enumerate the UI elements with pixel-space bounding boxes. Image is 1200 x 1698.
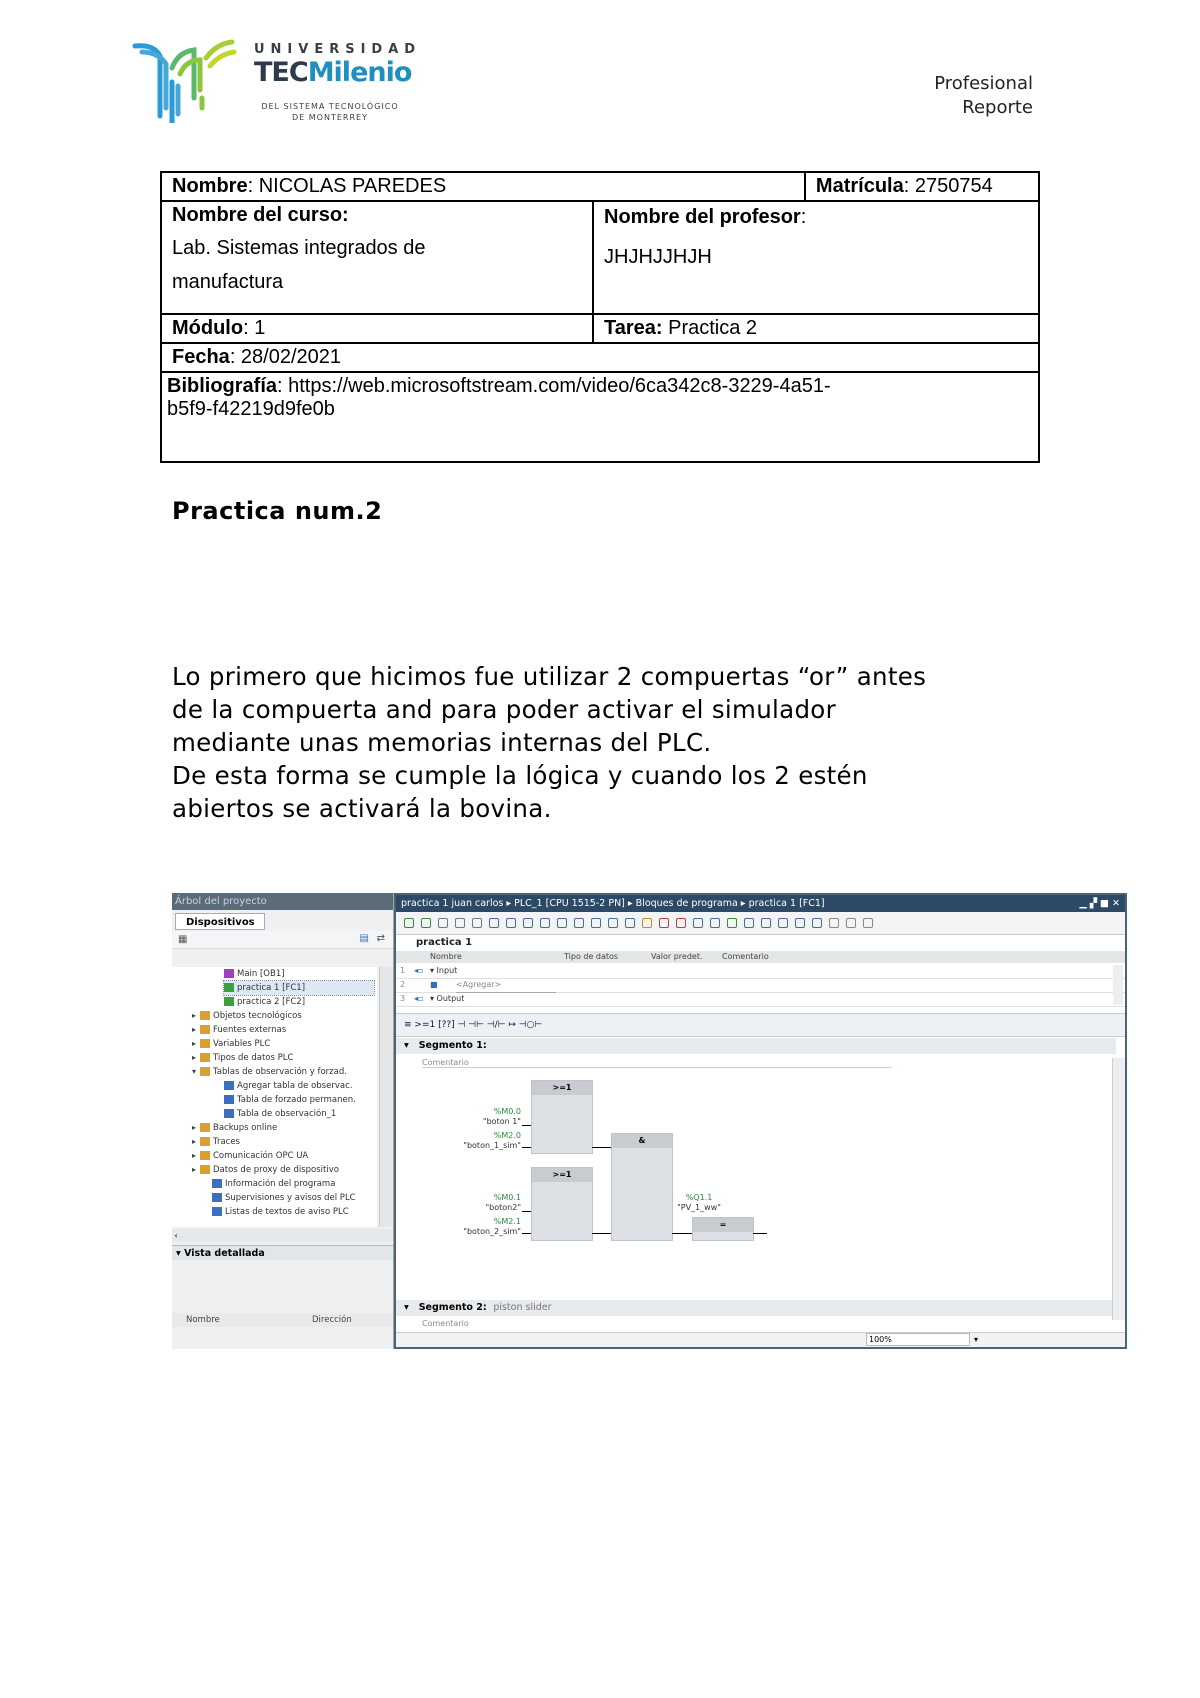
segment-1-comment[interactable]: Comentario bbox=[422, 1058, 892, 1068]
toolbar-tool-icon[interactable] bbox=[761, 918, 771, 928]
editor-breadcrumb: practica 1 juan carlos ▸ PLC_1 [CPU 1515-2 PN] ▸ Bloques de programa ▸ practica 1 [FC1] ▁ ▞ ■ ✕ bbox=[396, 895, 1125, 912]
toolbar-tool-icon[interactable] bbox=[829, 918, 839, 928]
segment-2-comment[interactable]: Comentario bbox=[422, 1319, 469, 1328]
toolbar-tool-icon[interactable] bbox=[710, 918, 720, 928]
segment-2-header[interactable]: ▾ Segmento 2: piston slider bbox=[396, 1300, 1116, 1316]
detail-view-columns: Nombre Dirección bbox=[172, 1313, 393, 1327]
toolbar-tool-icon[interactable] bbox=[659, 918, 669, 928]
output-name: "PV_1_ww" bbox=[677, 1203, 721, 1212]
curso-cell: Nombre del curso: Lab. Sistemas integrados de manufactura bbox=[161, 201, 593, 314]
header-right bbox=[934, 72, 1033, 120]
tree-item[interactable] bbox=[224, 1107, 336, 1121]
detail-view-header[interactable]: ▾ Vista detallada bbox=[172, 1245, 393, 1260]
profesor-cell: Nombre del profesor: JHJHJJHJH bbox=[593, 201, 1039, 314]
assignment-coil[interactable]: = bbox=[692, 1217, 754, 1241]
tree-item-label: Supervisiones y avisos del PLC bbox=[225, 1193, 356, 1203]
folder-icon bbox=[200, 1067, 210, 1076]
tree-item[interactable] bbox=[192, 1149, 308, 1163]
toolbar-tool-icon[interactable] bbox=[642, 918, 652, 928]
or-gate-1[interactable]: >=1 bbox=[531, 1080, 593, 1154]
tree-item-label: Listas de textos de aviso PLC bbox=[225, 1207, 349, 1217]
editor-scrollbar[interactable] bbox=[1112, 1058, 1125, 1320]
tree-item-label: Información del programa bbox=[225, 1179, 336, 1189]
logo-subtitle: DEL SISTEMA TECNOLÓGICO DE MONTERREY bbox=[261, 102, 399, 122]
folder-icon bbox=[200, 1011, 210, 1020]
header-profesional: Profesional bbox=[934, 73, 1033, 94]
input-4-address: %M2.1 bbox=[493, 1217, 521, 1226]
tree-item[interactable] bbox=[224, 967, 285, 981]
tree-item-label: Tabla de forzado permanen. bbox=[237, 1095, 356, 1105]
project-tree bbox=[172, 967, 377, 1227]
toolbar-tool-icon[interactable] bbox=[608, 918, 618, 928]
input-2-address: %M2.0 bbox=[493, 1131, 521, 1140]
interface-row-output[interactable]: 3 ◂▫ ▾ Output bbox=[396, 992, 1125, 1007]
tree-item-label: Backups online bbox=[213, 1123, 278, 1133]
modulo-cell: Módulo: 1 bbox=[161, 314, 593, 343]
toolbar-tool-icon[interactable] bbox=[404, 918, 414, 928]
toolbar-tool-icon[interactable] bbox=[438, 918, 448, 928]
chevron-right-icon[interactable]: ▸ bbox=[192, 1039, 197, 1048]
toolbar-tool-icon[interactable] bbox=[744, 918, 754, 928]
interface-row-add[interactable]: 2 ■ <Agregar> bbox=[396, 978, 1125, 993]
folder-icon bbox=[200, 1123, 210, 1132]
toolbar-tool-icon[interactable] bbox=[625, 918, 635, 928]
tarea-cell: Tarea: Practica 2 bbox=[593, 314, 1039, 343]
tree-view-icon[interactable]: ▦ bbox=[178, 934, 188, 945]
logo-brand: TECMilenio bbox=[254, 57, 412, 88]
bibliografia-link[interactable]: b5f9-f42219d9fe0b bbox=[167, 398, 335, 420]
folder-icon bbox=[224, 1095, 234, 1104]
tree-item[interactable] bbox=[192, 1163, 339, 1177]
student-info-table bbox=[160, 171, 1040, 463]
tree-item[interactable] bbox=[192, 1037, 270, 1051]
folder-icon bbox=[212, 1193, 222, 1202]
toolbar-tool-icon[interactable] bbox=[540, 918, 550, 928]
logo-mark-icon bbox=[132, 38, 242, 123]
input-4-name: "boton_2_sim" bbox=[463, 1227, 521, 1236]
toolbar-tool-icon[interactable] bbox=[421, 918, 431, 928]
tree-item[interactable] bbox=[192, 1051, 293, 1065]
tree-item[interactable] bbox=[212, 1191, 356, 1205]
output-address: %Q1.1 bbox=[685, 1193, 713, 1202]
toolbar-tool-icon[interactable] bbox=[846, 918, 856, 928]
toolbar-tool-icon[interactable] bbox=[693, 918, 703, 928]
toolbar-tool-icon[interactable] bbox=[523, 918, 533, 928]
folder-icon bbox=[200, 1025, 210, 1034]
toolbar-tool-icon[interactable] bbox=[489, 918, 499, 928]
toolbar-tool-icon[interactable] bbox=[591, 918, 601, 928]
tree-item-label: Tipos de datos PLC bbox=[213, 1053, 294, 1063]
toolbar-tool-icon[interactable] bbox=[676, 918, 686, 928]
tree-list-icon[interactable]: ▤ bbox=[359, 933, 369, 944]
folder-icon bbox=[200, 1137, 210, 1146]
chevron-right-icon[interactable]: ▸ bbox=[192, 1025, 197, 1034]
wire bbox=[522, 1211, 531, 1212]
tree-item-label: Tablas de observación y forzad. bbox=[213, 1067, 347, 1077]
wire bbox=[592, 1147, 611, 1148]
segment-1-header[interactable]: ▾ Segmento 1: bbox=[396, 1038, 1116, 1054]
matricula-cell: Matrícula: 2750754 bbox=[805, 172, 1039, 201]
tree-item-label: practica 2 [FC2] bbox=[237, 997, 306, 1007]
editor-statusbar bbox=[396, 1332, 1125, 1347]
input-1-name: "boton 1" bbox=[482, 1117, 521, 1126]
input-2-name: "boton_1_sim" bbox=[463, 1141, 521, 1150]
toolbar-tool-icon[interactable] bbox=[472, 918, 482, 928]
tree-item[interactable] bbox=[224, 995, 305, 1009]
folder-icon bbox=[200, 1151, 210, 1160]
tree-item[interactable] bbox=[192, 1023, 286, 1037]
chevron-down-icon[interactable]: ▾ bbox=[974, 1335, 979, 1344]
folder-icon bbox=[212, 1179, 222, 1188]
header-reporte: Reporte bbox=[962, 97, 1033, 118]
section-title: Practica num.2 bbox=[172, 497, 383, 525]
toolbar-tool-icon[interactable] bbox=[455, 918, 465, 928]
chevron-right-icon[interactable]: ▸ bbox=[192, 1011, 197, 1020]
toolbar-tool-icon[interactable] bbox=[557, 918, 567, 928]
tia-portal-screenshot bbox=[172, 893, 1127, 1349]
interface-row-input[interactable]: 1 ◂▫ ▾ Input bbox=[396, 964, 1125, 979]
editor-toolbar bbox=[396, 912, 1125, 935]
tree-item-label: Objetos tecnológicos bbox=[213, 1011, 302, 1021]
wire bbox=[672, 1233, 692, 1234]
tree-item-label: Tabla de observación_1 bbox=[237, 1109, 337, 1119]
tree-item[interactable] bbox=[192, 1121, 277, 1135]
description-paragraph: Lo primero que hicimos fue utilizar 2 compuertas “or” antes de la compuerta and para poder activar el simulador mediante unas memorias internas del PLC. De esta forma se cumple la lógica y cuando los 2 estén abiertos se activará la bovina. bbox=[172, 662, 927, 823]
nombre-cell: Nombre: NICOLAS PAREDES bbox=[161, 172, 805, 201]
window-controls[interactable]: ▁ ▞ ■ ✕ bbox=[1079, 898, 1120, 909]
folder-icon bbox=[224, 997, 234, 1006]
zoom-select[interactable]: 100% bbox=[866, 1333, 970, 1346]
tree-item-label: Datos de proxy de dispositivo bbox=[213, 1165, 339, 1175]
wire bbox=[753, 1233, 767, 1234]
toolbar-tool-icon[interactable] bbox=[863, 918, 873, 928]
tree-item[interactable] bbox=[224, 981, 374, 995]
folder-icon bbox=[224, 969, 234, 978]
wire bbox=[522, 1233, 531, 1234]
tree-item[interactable] bbox=[212, 1177, 335, 1191]
tree-item-label: Variables PLC bbox=[213, 1039, 271, 1049]
folder-icon bbox=[224, 1081, 234, 1090]
block-title: practica 1 bbox=[416, 937, 473, 948]
project-tree-panel bbox=[172, 893, 395, 1349]
toolbar-tool-icon[interactable] bbox=[812, 918, 822, 928]
program-editor-panel bbox=[394, 893, 1127, 1349]
tree-item-label: Main [OB1] bbox=[237, 969, 285, 979]
university-logo bbox=[132, 38, 422, 128]
folder-icon bbox=[212, 1207, 222, 1216]
folder-icon bbox=[224, 1109, 234, 1118]
tree-toolbar bbox=[172, 931, 393, 949]
chevron-right-icon[interactable]: ▸ bbox=[192, 1053, 197, 1062]
tree-item[interactable] bbox=[212, 1205, 349, 1219]
tree-item-label: practica 1 [FC1] bbox=[237, 983, 306, 993]
folder-icon bbox=[200, 1039, 210, 1048]
toolbar-tool-icon[interactable] bbox=[574, 918, 584, 928]
tree-item-label: Comunicación OPC UA bbox=[213, 1151, 309, 1161]
tree-scrollbar[interactable] bbox=[379, 967, 393, 1227]
folder-icon bbox=[224, 983, 234, 992]
tree-hscrollbar[interactable]: ‹ bbox=[172, 1229, 393, 1242]
interface-scrollbar[interactable] bbox=[1113, 965, 1123, 1005]
folder-icon bbox=[200, 1165, 210, 1174]
tree-item-label: Fuentes externas bbox=[213, 1025, 287, 1035]
wire bbox=[522, 1125, 531, 1126]
chevron-right-icon[interactable]: ▸ bbox=[192, 1151, 197, 1160]
tree-item[interactable] bbox=[192, 1065, 347, 1079]
toolbar-tool-icon[interactable] bbox=[727, 918, 737, 928]
project-tree-title: Árbol del proyecto bbox=[172, 893, 393, 910]
chevron-right-icon[interactable]: ▸ bbox=[192, 1165, 197, 1174]
tree-item[interactable] bbox=[192, 1009, 302, 1023]
input-3-address: %M0.1 bbox=[493, 1193, 521, 1202]
folder-icon bbox=[200, 1053, 210, 1062]
ladder-toolbar[interactable]: ≡ >=1 [??] ⊣ ⊣⊢ ⊣/⊢ ↦ ⊣○⊢ bbox=[396, 1013, 1125, 1037]
input-1-address: %M0.0 bbox=[493, 1107, 521, 1116]
tree-item[interactable] bbox=[192, 1135, 240, 1149]
toolbar-tool-icon[interactable] bbox=[795, 918, 805, 928]
or-gate-2[interactable]: >=1 bbox=[531, 1167, 593, 1241]
fecha-cell: Fecha: 28/02/2021 bbox=[161, 343, 1039, 372]
interface-header: Nombre Tipo de datos Valor predet. Comentario bbox=[396, 951, 1125, 963]
chevron-right-icon[interactable]: ▸ bbox=[192, 1123, 197, 1132]
wire bbox=[592, 1233, 611, 1234]
wire bbox=[522, 1147, 531, 1148]
toolbar-tool-icon[interactable] bbox=[778, 918, 788, 928]
and-gate[interactable]: & bbox=[611, 1133, 673, 1241]
chevron-down-icon[interactable]: ▾ bbox=[192, 1067, 197, 1076]
logo-universidad: UNIVERSIDAD bbox=[254, 42, 422, 57]
tree-item[interactable] bbox=[224, 1079, 352, 1093]
input-3-name: "boton2" bbox=[485, 1203, 521, 1212]
tab-devices[interactable]: Dispositivos bbox=[175, 913, 265, 930]
toolbar-tool-icon[interactable] bbox=[506, 918, 516, 928]
tree-item[interactable] bbox=[224, 1093, 356, 1107]
chevron-right-icon[interactable]: ▸ bbox=[192, 1137, 197, 1146]
tree-item-label: Traces bbox=[213, 1137, 240, 1147]
bibliografia-cell: Bibliografía: https://web.microsoftstream.com/video/6ca342c8-3229-4a51- b5f9-f42219d9fe0b bbox=[161, 372, 1039, 462]
tree-item-label: Agregar tabla de observac. bbox=[237, 1081, 353, 1091]
tree-sync-icon[interactable]: ⇄ bbox=[376, 933, 385, 944]
